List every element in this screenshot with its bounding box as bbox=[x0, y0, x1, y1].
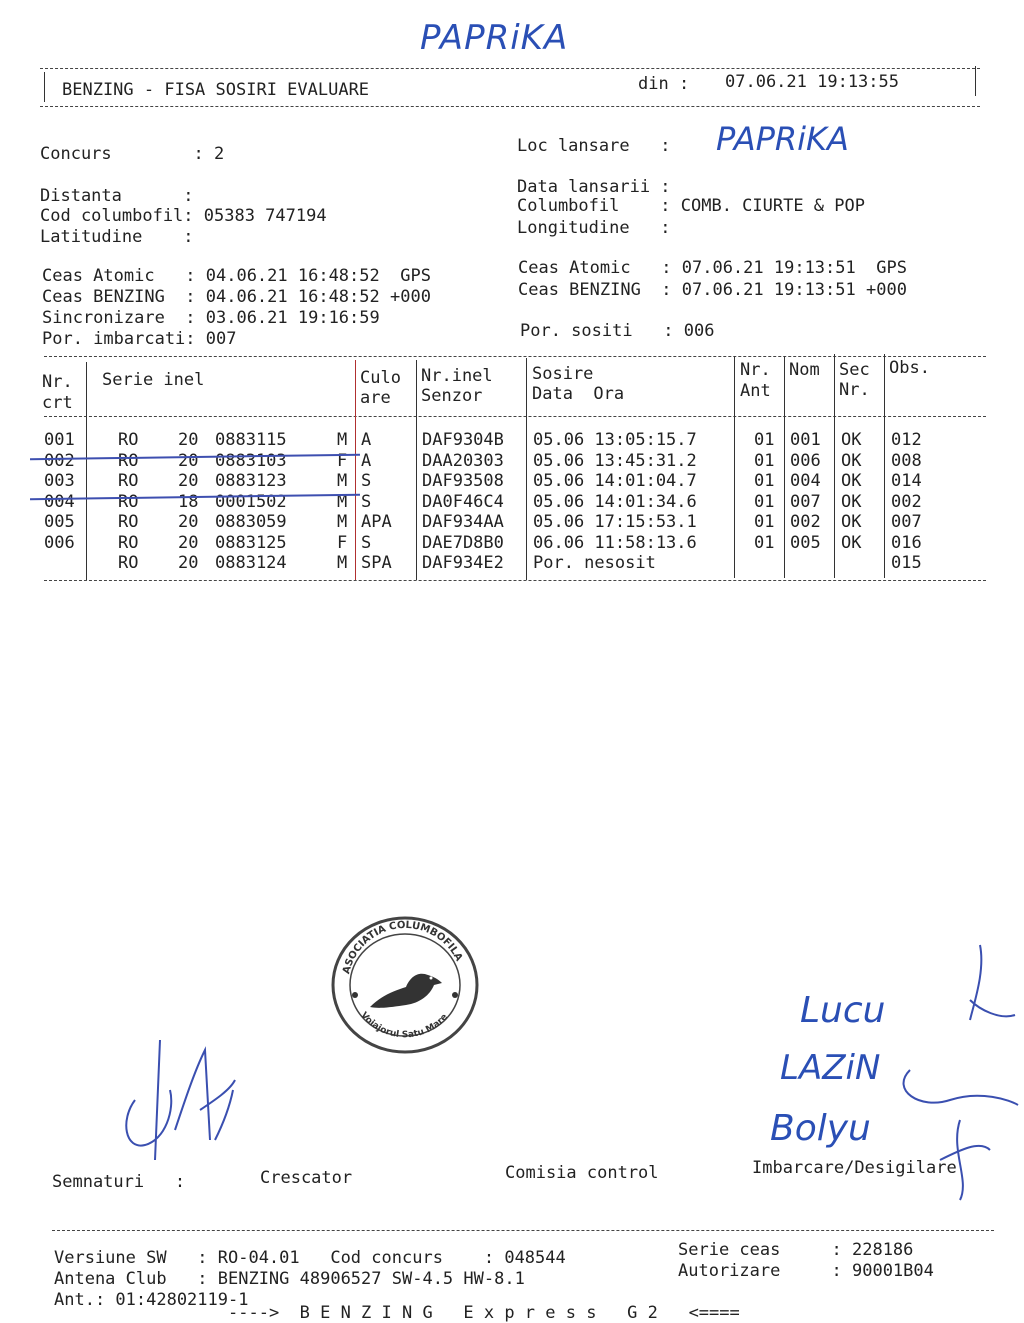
row-sec-cell: OK bbox=[841, 430, 862, 450]
latitudine-field: Latitudine : bbox=[40, 227, 194, 247]
header-are: are bbox=[360, 388, 391, 408]
row-serial-cell: 0883059 bbox=[215, 512, 287, 532]
table-row bbox=[0, 471, 1024, 492]
ceas-benzing-left: Ceas BENZING : 04.06.21 16:48:52 +000 bbox=[42, 287, 431, 307]
row-nom-cell: 007 bbox=[790, 491, 821, 512]
row-sensor-cell: DAA20303 bbox=[422, 450, 504, 471]
row-arrival-cell: 05.06 14:01:04.7 bbox=[533, 471, 697, 491]
row-sex-cell: F bbox=[337, 450, 348, 471]
header-nr: Nr. bbox=[42, 372, 73, 392]
row-ant-cell: 01 bbox=[754, 450, 775, 471]
handwritten-title: PAPRiKA bbox=[420, 18, 569, 58]
document-title: BENZING - FISA SOSIRI EVALUARE bbox=[62, 80, 370, 100]
row-sec-cell: OK bbox=[841, 532, 862, 553]
row-arrival-cell: 05.06 13:45:31.2 bbox=[533, 450, 697, 471]
din-value: 07.06.21 19:13:55 bbox=[725, 72, 899, 92]
table-row bbox=[0, 512, 1024, 533]
row-year-cell: 20 bbox=[178, 471, 199, 491]
table-row bbox=[0, 533, 1024, 554]
row-nom-cell: 005 bbox=[790, 532, 821, 553]
signature-crescator bbox=[115, 1010, 245, 1180]
row-arrival-cell: 06.06 11:58:13.6 bbox=[533, 532, 697, 553]
header-senzor: Senzor bbox=[421, 386, 483, 406]
row-sec-cell: OK bbox=[841, 471, 862, 491]
benzing-express-line: ----> B E N Z I N G E x p r e s s G 2 <==== bbox=[228, 1303, 740, 1323]
header-nr-ant: Nr. bbox=[740, 360, 771, 380]
row-sensor-cell: DAF93508 bbox=[422, 471, 504, 491]
row-ant-cell: 01 bbox=[754, 491, 775, 512]
header-data-ora: Data Ora bbox=[532, 384, 625, 404]
header-sosire: Sosire bbox=[532, 364, 594, 384]
row-color-cell: A bbox=[361, 450, 372, 471]
signature-name-2: LAZiN bbox=[780, 1048, 881, 1088]
row-obs-cell: 016 bbox=[891, 532, 922, 553]
table-row bbox=[0, 553, 1024, 574]
row-year-cell: 20 bbox=[178, 553, 199, 573]
row-year-cell: 20 bbox=[178, 512, 199, 532]
row-year-cell: 20 bbox=[178, 532, 199, 553]
sincronizare-field: Sincronizare : 03.06.21 19:16:59 bbox=[42, 308, 380, 328]
row-sensor-cell: DAF9304B bbox=[422, 430, 504, 450]
imbarcare-label: Imbarcare/Desigilare bbox=[752, 1158, 957, 1178]
antena-line: Antena Club : BENZING 48906527 SW-4.5 HW-8.1 bbox=[54, 1269, 525, 1289]
row-arrival-cell: 05.06 14:01:34.6 bbox=[533, 491, 697, 512]
longitudine-field: Longitudine : bbox=[517, 218, 671, 238]
header-culo: Culo bbox=[360, 368, 401, 388]
table-bottom-rule bbox=[44, 580, 986, 581]
header-serie-inel: Serie inel bbox=[102, 370, 205, 390]
footer-rule bbox=[52, 1230, 994, 1231]
row-sec-cell: OK bbox=[841, 450, 862, 471]
row-serial-cell: 0001502 bbox=[215, 491, 287, 512]
concurs-field: Concurs : 2 bbox=[40, 144, 225, 164]
loc-lansare-handwritten: PAPRiKA bbox=[716, 120, 849, 158]
stamp-bottom-text: Voiajorul Satu Mare bbox=[358, 1010, 450, 1041]
row-country-cell: RO bbox=[118, 532, 139, 553]
row-sex-cell: F bbox=[337, 532, 348, 553]
header-nr-inel: Nr.inel bbox=[421, 366, 493, 386]
row-color-cell: A bbox=[361, 430, 372, 450]
row-nom-cell: 001 bbox=[790, 430, 821, 450]
crescator-label: Crescator bbox=[260, 1168, 353, 1188]
row-ant-cell: 01 bbox=[754, 532, 775, 553]
row-sex-cell: M bbox=[337, 471, 348, 491]
row-year-cell: 20 bbox=[178, 430, 199, 450]
header-sec-nr: Nr. bbox=[839, 380, 870, 400]
row-color-cell: APA bbox=[361, 512, 392, 532]
header-top-rule bbox=[40, 68, 980, 69]
row-country-cell: RO bbox=[118, 512, 139, 532]
row-country-cell: RO bbox=[118, 430, 139, 450]
table-row bbox=[0, 430, 1024, 451]
ceas-atomic-left: Ceas Atomic : 04.06.21 16:48:52 GPS bbox=[42, 266, 431, 286]
row-serial-cell: 0883125 bbox=[215, 532, 287, 553]
header-left-border bbox=[44, 72, 45, 102]
col-sep-culoare bbox=[416, 360, 417, 580]
serie-ceas-line: Serie ceas : 228186 bbox=[678, 1240, 914, 1260]
col-sep-sec bbox=[884, 354, 885, 578]
ant-line: Ant.: 01:42802119-1 bbox=[54, 1290, 249, 1310]
row-sex-cell: M bbox=[337, 553, 348, 573]
row-sensor-cell: DAF934E2 bbox=[422, 553, 504, 573]
ceas-benzing-right: Ceas BENZING : 07.06.21 19:13:51 +000 bbox=[518, 280, 907, 300]
row-nom-cell: 004 bbox=[790, 471, 821, 491]
header-crt: crt bbox=[42, 393, 73, 413]
row-sensor-cell: DA0F46C4 bbox=[422, 491, 504, 512]
data-lansarii-field: Data lansarii : bbox=[517, 177, 671, 197]
svg-text:Voiajorul Satu Mare bbox=[358, 1010, 450, 1040]
row-sec-cell: OK bbox=[841, 512, 862, 532]
row-ant-cell: 01 bbox=[754, 512, 775, 532]
table-row bbox=[0, 492, 1024, 513]
table-top-rule bbox=[44, 356, 986, 357]
header-right-border bbox=[975, 66, 976, 96]
row-sec-cell: OK bbox=[841, 491, 862, 512]
row-sex-cell: M bbox=[337, 430, 348, 450]
header-ant: Ant bbox=[740, 381, 771, 401]
row-year-cell: 18 bbox=[178, 491, 199, 512]
header-sec: Sec bbox=[839, 360, 870, 380]
din-label: din : bbox=[638, 74, 690, 94]
row-country-cell: RO bbox=[118, 491, 139, 512]
row-ant-cell: 01 bbox=[754, 471, 775, 491]
row-obs-cell: 014 bbox=[891, 471, 922, 491]
versiune-line: Versiune SW : RO-04.01 Cod concurs : 048544 bbox=[54, 1248, 566, 1268]
por-imbarcati-field: Por. imbarcati: 007 bbox=[42, 329, 237, 349]
row-obs-cell: 015 bbox=[891, 553, 922, 573]
row-nom-cell: 002 bbox=[790, 512, 821, 532]
row-color-cell: SPA bbox=[361, 553, 392, 573]
row-arrival-cell: 05.06 13:05:15.7 bbox=[533, 430, 697, 450]
signature-name-3: Bolyu bbox=[770, 1108, 871, 1149]
col-sep-serie bbox=[355, 360, 356, 580]
columbofil-field: Columbofil : COMB. CIURTE & POP bbox=[517, 196, 865, 216]
stamp-top-text: ASOCIATIA COLUMBOFILA bbox=[341, 919, 465, 976]
row-nr-cell: 003 bbox=[44, 471, 75, 491]
header-bottom-rule bbox=[40, 106, 980, 107]
cod-columbofil-field: Cod columbofil: 05383 747194 bbox=[40, 206, 327, 226]
row-year-cell: 20 bbox=[178, 450, 199, 471]
row-nr-cell: 001 bbox=[44, 430, 75, 450]
association-stamp bbox=[330, 915, 480, 1055]
row-sensor-cell: DAF934AA bbox=[422, 512, 504, 532]
row-country-cell: RO bbox=[118, 450, 139, 471]
row-country-cell: RO bbox=[118, 553, 139, 573]
row-sex-cell: M bbox=[337, 491, 348, 512]
row-nr-cell: 006 bbox=[44, 532, 75, 553]
col-sep-sosire bbox=[734, 356, 735, 578]
header-nom: Nom bbox=[789, 360, 820, 380]
col-sep-ant bbox=[784, 356, 785, 578]
row-obs-cell: 007 bbox=[891, 512, 922, 532]
signature-name-1: Lucu bbox=[800, 990, 886, 1031]
row-color-cell: S bbox=[361, 471, 372, 491]
row-sex-cell: M bbox=[337, 512, 348, 532]
header-obs: Obs. bbox=[889, 358, 930, 378]
row-serial-cell: 0883103 bbox=[215, 450, 287, 471]
row-nr-cell: 002 bbox=[44, 450, 75, 471]
autorizare-line: Autorizare : 90001B04 bbox=[678, 1261, 934, 1281]
row-sensor-cell: DAE7D8B0 bbox=[422, 532, 504, 553]
comisia-control-label: Comisia control bbox=[505, 1163, 659, 1183]
row-nom-cell: 006 bbox=[790, 450, 821, 471]
loc-lansare-field: Loc lansare : bbox=[517, 136, 671, 156]
row-obs-cell: 002 bbox=[891, 491, 922, 512]
row-country-cell: RO bbox=[118, 471, 139, 491]
signatures-label: Semnaturi : bbox=[52, 1172, 186, 1192]
col-sep-nr bbox=[86, 362, 87, 580]
row-ant-cell: 01 bbox=[754, 430, 775, 450]
row-obs-cell: 012 bbox=[891, 430, 922, 450]
row-arrival-cell: Por. nesosit bbox=[533, 553, 656, 573]
row-serial-cell: 0883124 bbox=[215, 553, 287, 573]
table-header-rule bbox=[44, 416, 986, 417]
table-row bbox=[0, 451, 1024, 472]
col-sep-nom bbox=[834, 354, 835, 578]
row-serial-cell: 0883115 bbox=[215, 430, 287, 450]
row-arrival-cell: 05.06 17:15:53.1 bbox=[533, 512, 697, 532]
ceas-atomic-right: Ceas Atomic : 07.06.21 19:13:51 GPS bbox=[518, 258, 907, 278]
distanta-field: Distanta : bbox=[40, 186, 194, 206]
row-obs-cell: 008 bbox=[891, 450, 922, 471]
row-color-cell: S bbox=[361, 491, 372, 512]
row-nr-cell: 004 bbox=[44, 491, 75, 512]
row-serial-cell: 0883123 bbox=[215, 471, 287, 491]
row-nr-cell: 005 bbox=[44, 512, 75, 532]
row-color-cell: S bbox=[361, 532, 372, 553]
col-sep-senzor bbox=[526, 358, 527, 580]
por-sositi-field: Por. sositi : 006 bbox=[520, 321, 715, 341]
